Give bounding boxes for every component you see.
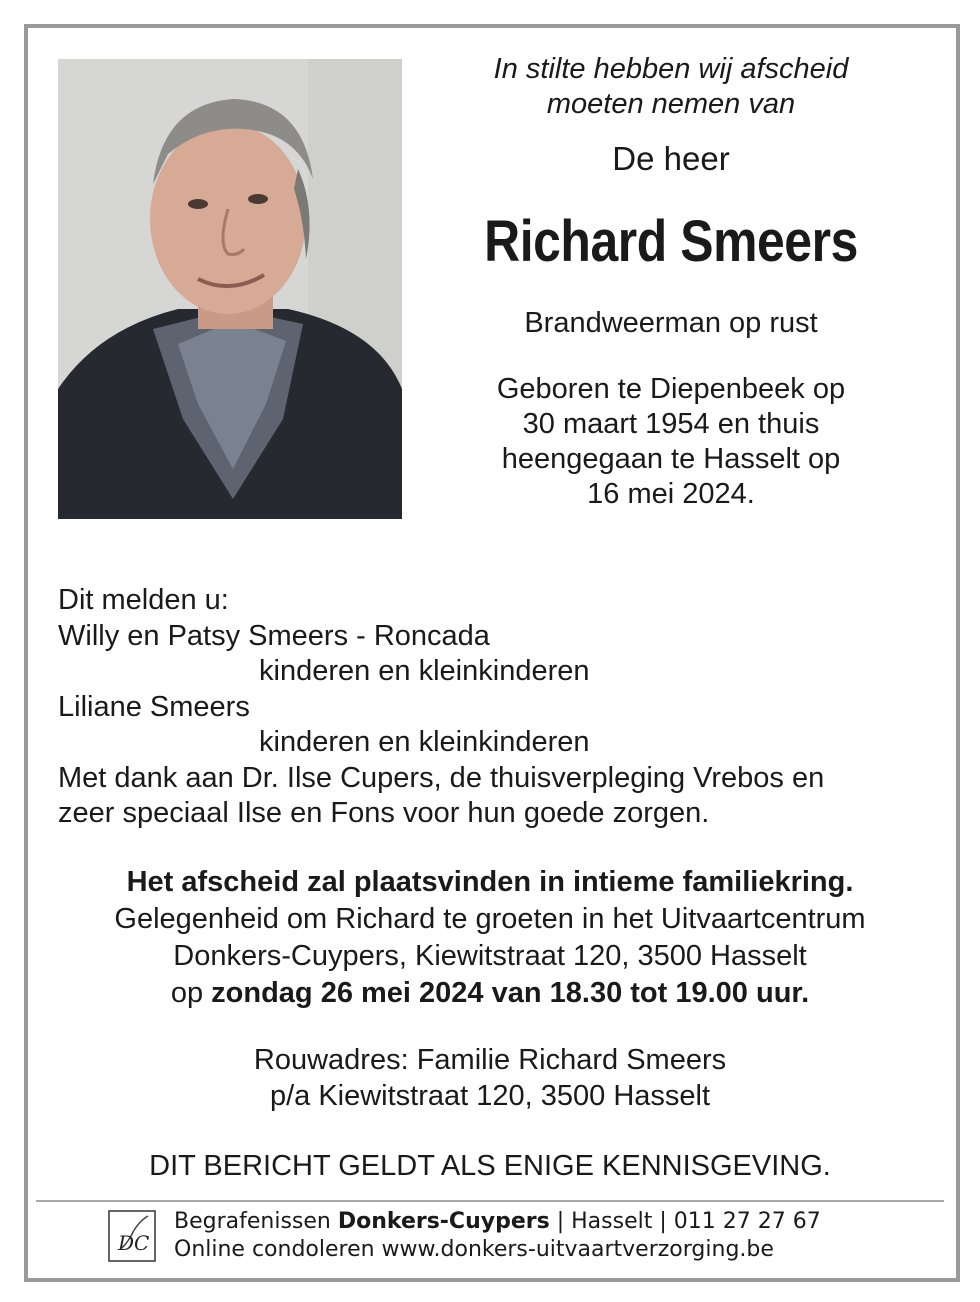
footer-sep-2: | — [659, 1209, 667, 1234]
family-member-2: Liliane Smeers — [58, 690, 250, 723]
footer-sep-1: | — [556, 1209, 565, 1234]
ceremony-line-2: Donkers-Cuypers, Kiewitstraat 120, 3500 Hasselt — [173, 940, 807, 972]
intro-text — [424, 52, 918, 122]
header-block — [424, 52, 918, 512]
ceremony-line-1: Gelegenheid om Richard te groeten in het Uitvaartcentrum — [114, 903, 866, 935]
footer-line-1 — [174, 1208, 821, 1236]
footer-text — [174, 1208, 821, 1264]
born-line-4: 16 mei 2024. — [587, 478, 755, 510]
official-notice: DIT BERICHT GELDT ALS ENIGE KENNISGEVING. — [149, 1150, 831, 1182]
family-member-1-sub: kinderen en kleinkinderen — [259, 655, 590, 687]
portrait-illustration — [58, 59, 402, 519]
logo-lettering: DC — [118, 1231, 150, 1255]
address-line-1: Rouwadres: Familie Richard Smeers — [253, 1044, 727, 1076]
family-intro: Dit melden u: — [58, 584, 229, 616]
address-line-2: p/a Kiewitstraat 120, 3500 Hasselt — [269, 1080, 711, 1112]
family-block — [58, 583, 938, 832]
intro-line-2: moeten nemen van — [546, 88, 796, 120]
family-member-1: Willy en Patsy Smeers - Roncada — [58, 619, 490, 652]
profession: Brandweerman op rust — [524, 307, 818, 339]
ceremony-block — [24, 864, 956, 1012]
born-line-3: heengegaan te Hasselt op — [501, 443, 841, 475]
footer-city: Hasselt — [571, 1209, 653, 1234]
footer-line-2: Online condoleren www.donkers-uitvaartverzorging.be — [174, 1237, 774, 1262]
thanks-line-2: zeer speciaal Ilse en Fons voor hun goede zorgen. — [58, 797, 710, 829]
ceremony-heading: Het afscheid zal plaatsvinden in intieme familiekring. — [126, 866, 854, 898]
intro-line-1: In stilte hebben wij afscheid — [493, 53, 849, 85]
ceremony-date-time: zondag 26 mei 2024 van 18.30 tot 19.00 uur. — [211, 977, 810, 1009]
footer-phone: 011 27 27 67 — [673, 1209, 821, 1234]
deceased-name: Richard Smeers — [484, 209, 858, 274]
footer-company: Donkers-Cuypers — [337, 1209, 550, 1234]
birth-death-text — [424, 372, 918, 512]
funeral-home-logo — [108, 1210, 156, 1262]
portrait-photo — [58, 59, 402, 519]
born-line-2: 30 maart 1954 en thuis — [522, 408, 820, 440]
footer-divider — [36, 1200, 944, 1202]
ceremony-line-3 — [24, 975, 956, 1012]
family-member-2-sub: kinderen en kleinkinderen — [259, 726, 590, 758]
ceremony-line-3-prefix: op — [170, 977, 204, 1009]
born-line-1: Geboren te Diepenbeek op — [496, 373, 846, 405]
thanks-line-1: Met dank aan Dr. Ilse Cupers, de thuisverpleging Vrebos en — [58, 761, 825, 794]
honorific: De heer — [612, 140, 730, 177]
mourning-address — [24, 1042, 956, 1114]
footer-prefix: Begrafenissen — [174, 1209, 331, 1234]
